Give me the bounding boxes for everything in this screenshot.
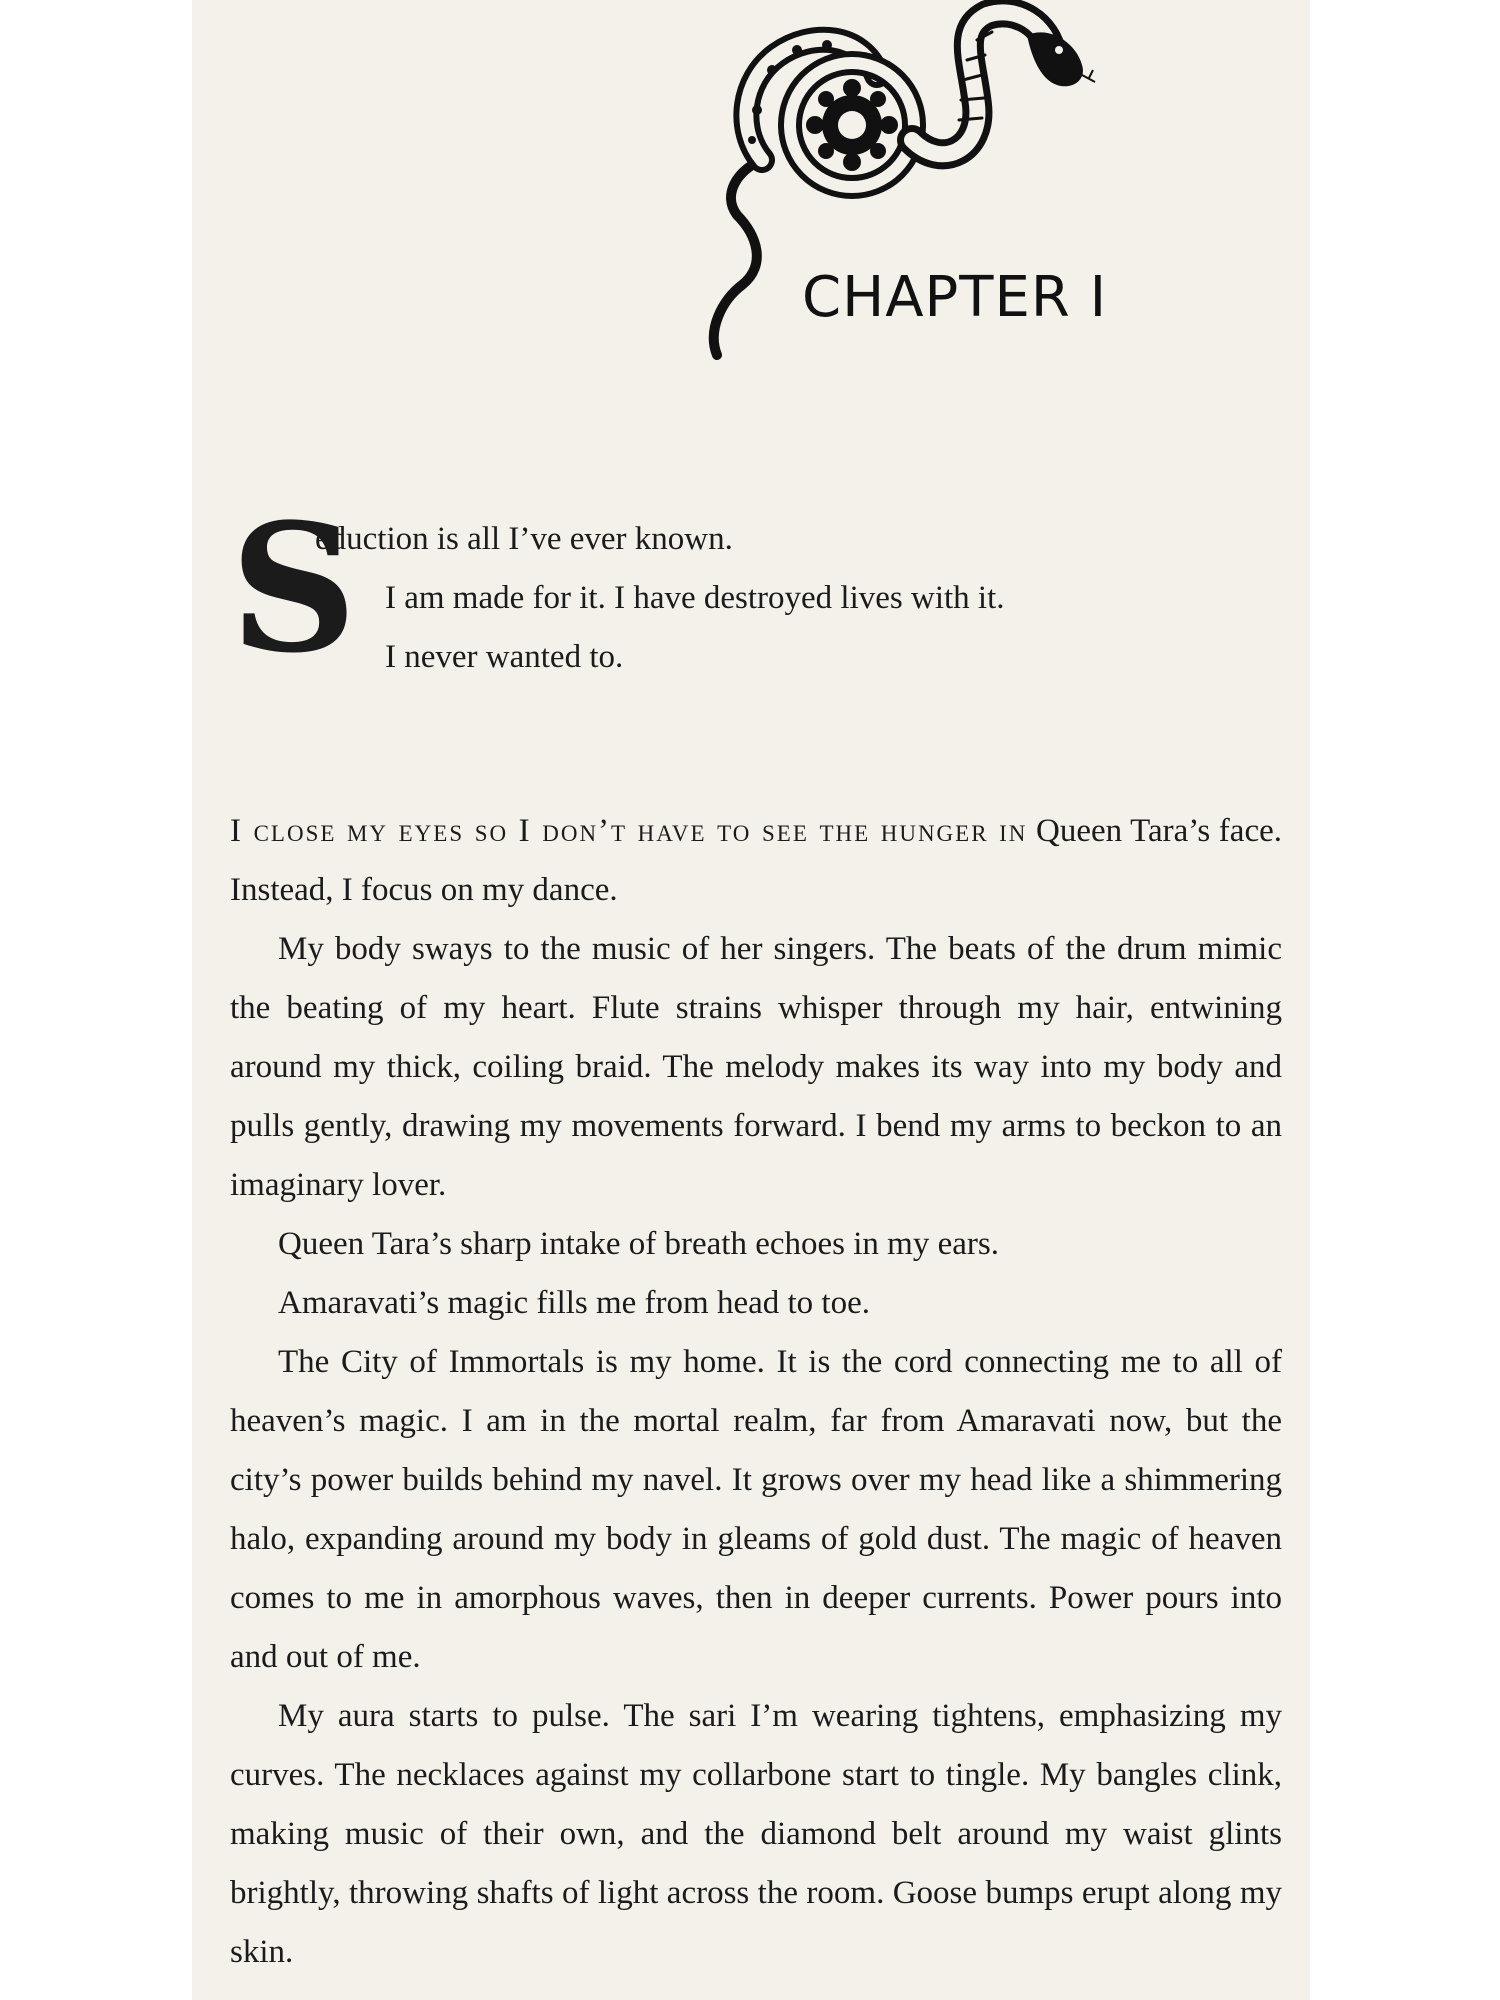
paragraph: My aura starts to pulse. The sari I’m wearing tightens, emphasizing my curves. The necklaces against my collarbone start to tingle. My bangles clink, making music of their own, and the diamond belt around my waist glints brightly, throwing shafts of light across the room. Goose bumps erupt along my skin. <box>230 1698 1282 1970</box>
epigraph-line-1: eduction is all I’ve ever known. <box>315 521 733 557</box>
paragraph: Queen Tara’s sharp intake of breath echoes in my ears. <box>278 1226 999 1262</box>
epigraph-line-2: I am made for it. I have destroyed lives with it. <box>385 580 1005 616</box>
paragraph: The City of Immortals is my home. It is the cord connecting me to all of heaven’s magic. I am in the mortal realm, far from Amaravati now, but the city’s power builds behind my navel. It grows over my head like a shimmering halo, expanding around my body in gleams of gold dust. The magic of heaven comes to me in amorphous waves, then in deeper currents. Power pours into and out of me. <box>230 1344 1282 1675</box>
opening-paragraph <box>230 802 1282 920</box>
epigraph <box>230 485 1290 692</box>
opening-rest: Queen Tara’s face. Instead, I focus on my dance. <box>230 813 1282 908</box>
paragraph: Amaravati’s magic fills me from head to toe. <box>278 1285 870 1321</box>
opening-smallcaps: I close my eyes so I don’t have to see the hunger in <box>230 813 1028 849</box>
epigraph-line-3: I never wanted to. <box>385 639 624 675</box>
drop-cap: S <box>230 485 358 692</box>
paragraph: My body sways to the music of her singers. The beats of the drum mimic the beating of my heart. Flute strains whisper through my hair, entwining around my thick, coiling braid. The melody makes its way into my body and pulls gently, drawing my movements forward. I bend my arms to beckon to an imaginary lover. <box>230 931 1282 1203</box>
chapter-title: CHAPTER I <box>802 265 1108 330</box>
chapter-body <box>230 802 1282 1982</box>
